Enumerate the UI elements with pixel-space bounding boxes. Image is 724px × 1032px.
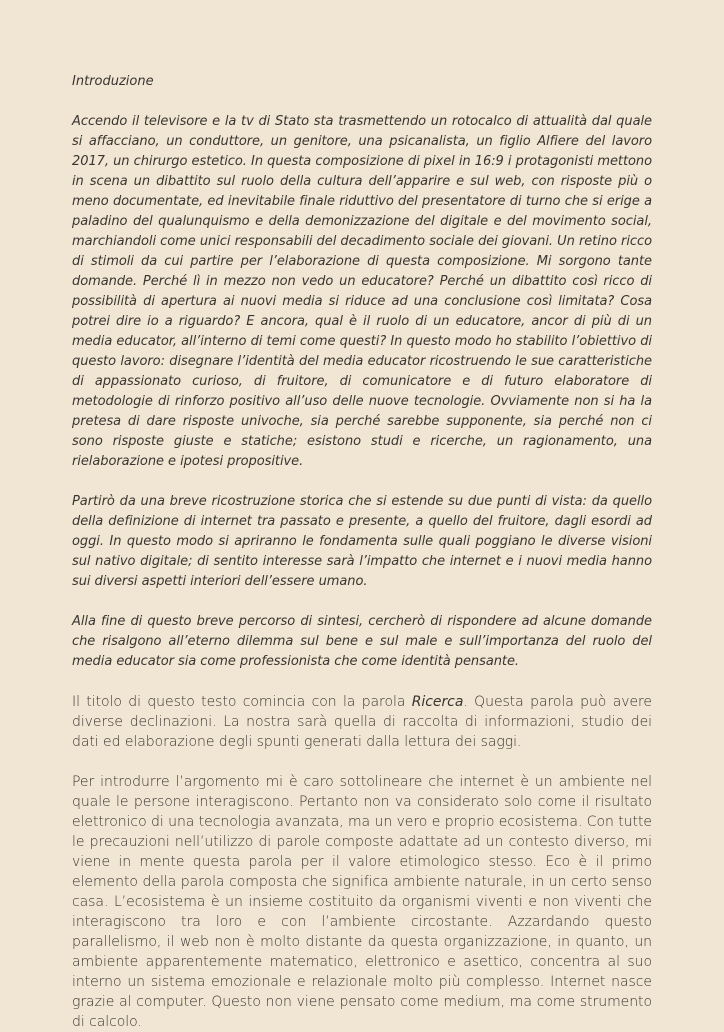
body-paragraph-title-start: Il titolo di questo testo comincia con la parola <box>72 694 412 710</box>
section-heading: Introduzione <box>72 74 154 89</box>
intro-paragraph-1: Accendo il televisore e la tv di Stato sta trasmettendo un rotocalco di attualità dal quale si affacciano, un conduttore, un genitore, una psicanalista, un figlio Alfiere del lavoro 2017, un chirurgo estetico. In questa composizione di pixel in 16:9 i protagonisti mettono in scena un dibattito sul ruolo della cultura dell’apparire e sul web, con risposte più o meno documentate, ed inevitabile finale riduttivo del presentatore di turno che si erige a paladino del qualunquismo e della demonizzazione del digitale e del movimento social, marchiandoli come unici responsabili del decadimento sociale dei giovani. Un retino ricco di stimoli da cui partire per l’elaborazione di questa composizione. Mi sorgono tante domande. Perché lì in mezzo non vedo un educatore? Perché un dibattito così ricco di possibilità di apertura ai nuovi media si riduce ad una conclusione così limitata? Cosa potrei dire io a riguardo? E ancora, qual è il ruolo di un educatore, ancor di più di un media educator, all’interno di temi come questi? In questo modo ho stabilito l’obiettivo di questo lavoro: disegnare l’identità del media educator ricostruendo le sue caratteristiche di appassionato curioso, di fruitore, di comunicatore e di futuro elaboratore di metodologie di rinforzo positivo all’uso delle nuove tecnologie. Ovviamente non si ha la pretesa di dare risposte univoche, sia perché sarebbe supponente, sia perché non ci sono risposte giuste e statiche; esistono studi e ricerche, un ragionamento, una rielaborazione e ipotesi propositive. <box>72 114 652 469</box>
body-paragraph-title <box>72 692 652 752</box>
intro-paragraph-3: Alla fine di questo breve percorso di sintesi, cercherò di rispondere ad alcune domande che risalgono all’eterno dilemma sul bene e sul male e sull’importanza del ruolo del media educator sia come professionista che come identità pensante. <box>72 614 652 669</box>
intro-paragraph-2: Partirò da una breve ricostruzione storica che si estende su due punti di vista: da quello della definizione di internet tra passato e presente, a quello del fruitore, dagli esordi ad oggi. In questo modo si apriranno le fondamenta sulle quali poggiano le diverse visioni sul nativo digitale; di sentito interesse sarà l’impatto che internet e i nuovi media hanno sui diversi aspetti interiori dell’essere umano. <box>72 494 652 589</box>
body-paragraph-ecosystem: Per introdurre l’argomento mi è caro sottolineare che internet è un ambiente nel quale le persone interagiscono. Pertanto non va considerato solo come il risultato elettronico di una tecnologia avanzata, ma un vero e proprio ecosistema. Con tutte le precauzioni nell’utilizzo di parole composte adattate ad un contesto diverso, mi viene in mente questa parola per il valore etimologico stesso. Eco è il primo elemento della parola composta che significa ambiente naturale, in un certo senso casa. L’ecosistema è un insieme costituito da organismi viventi e non viventi che interagiscono tra loro e con l’ambiente circostante. Azzardando questo parallelismo, il web non è molto distante da questa organizzazione, in quanto, un ambiente apparentemente matematico, elettronico e asettico, concentra al suo interno un sistema emozionale e relazionale molto più complesso. Internet nasce grazie al computer. Questo non viene pensato come medium, ma come strumento di calcolo. <box>72 774 652 1030</box>
emphasis-word: Ricerca <box>411 694 464 710</box>
body-paragraph-title-end: . Questa parola può avere diverse declinazioni. La nostra sarà quella di raccolta di informazioni, studio dei dati ed elaborazione degli spunti generati dalla lettura dei saggi. <box>72 694 652 750</box>
